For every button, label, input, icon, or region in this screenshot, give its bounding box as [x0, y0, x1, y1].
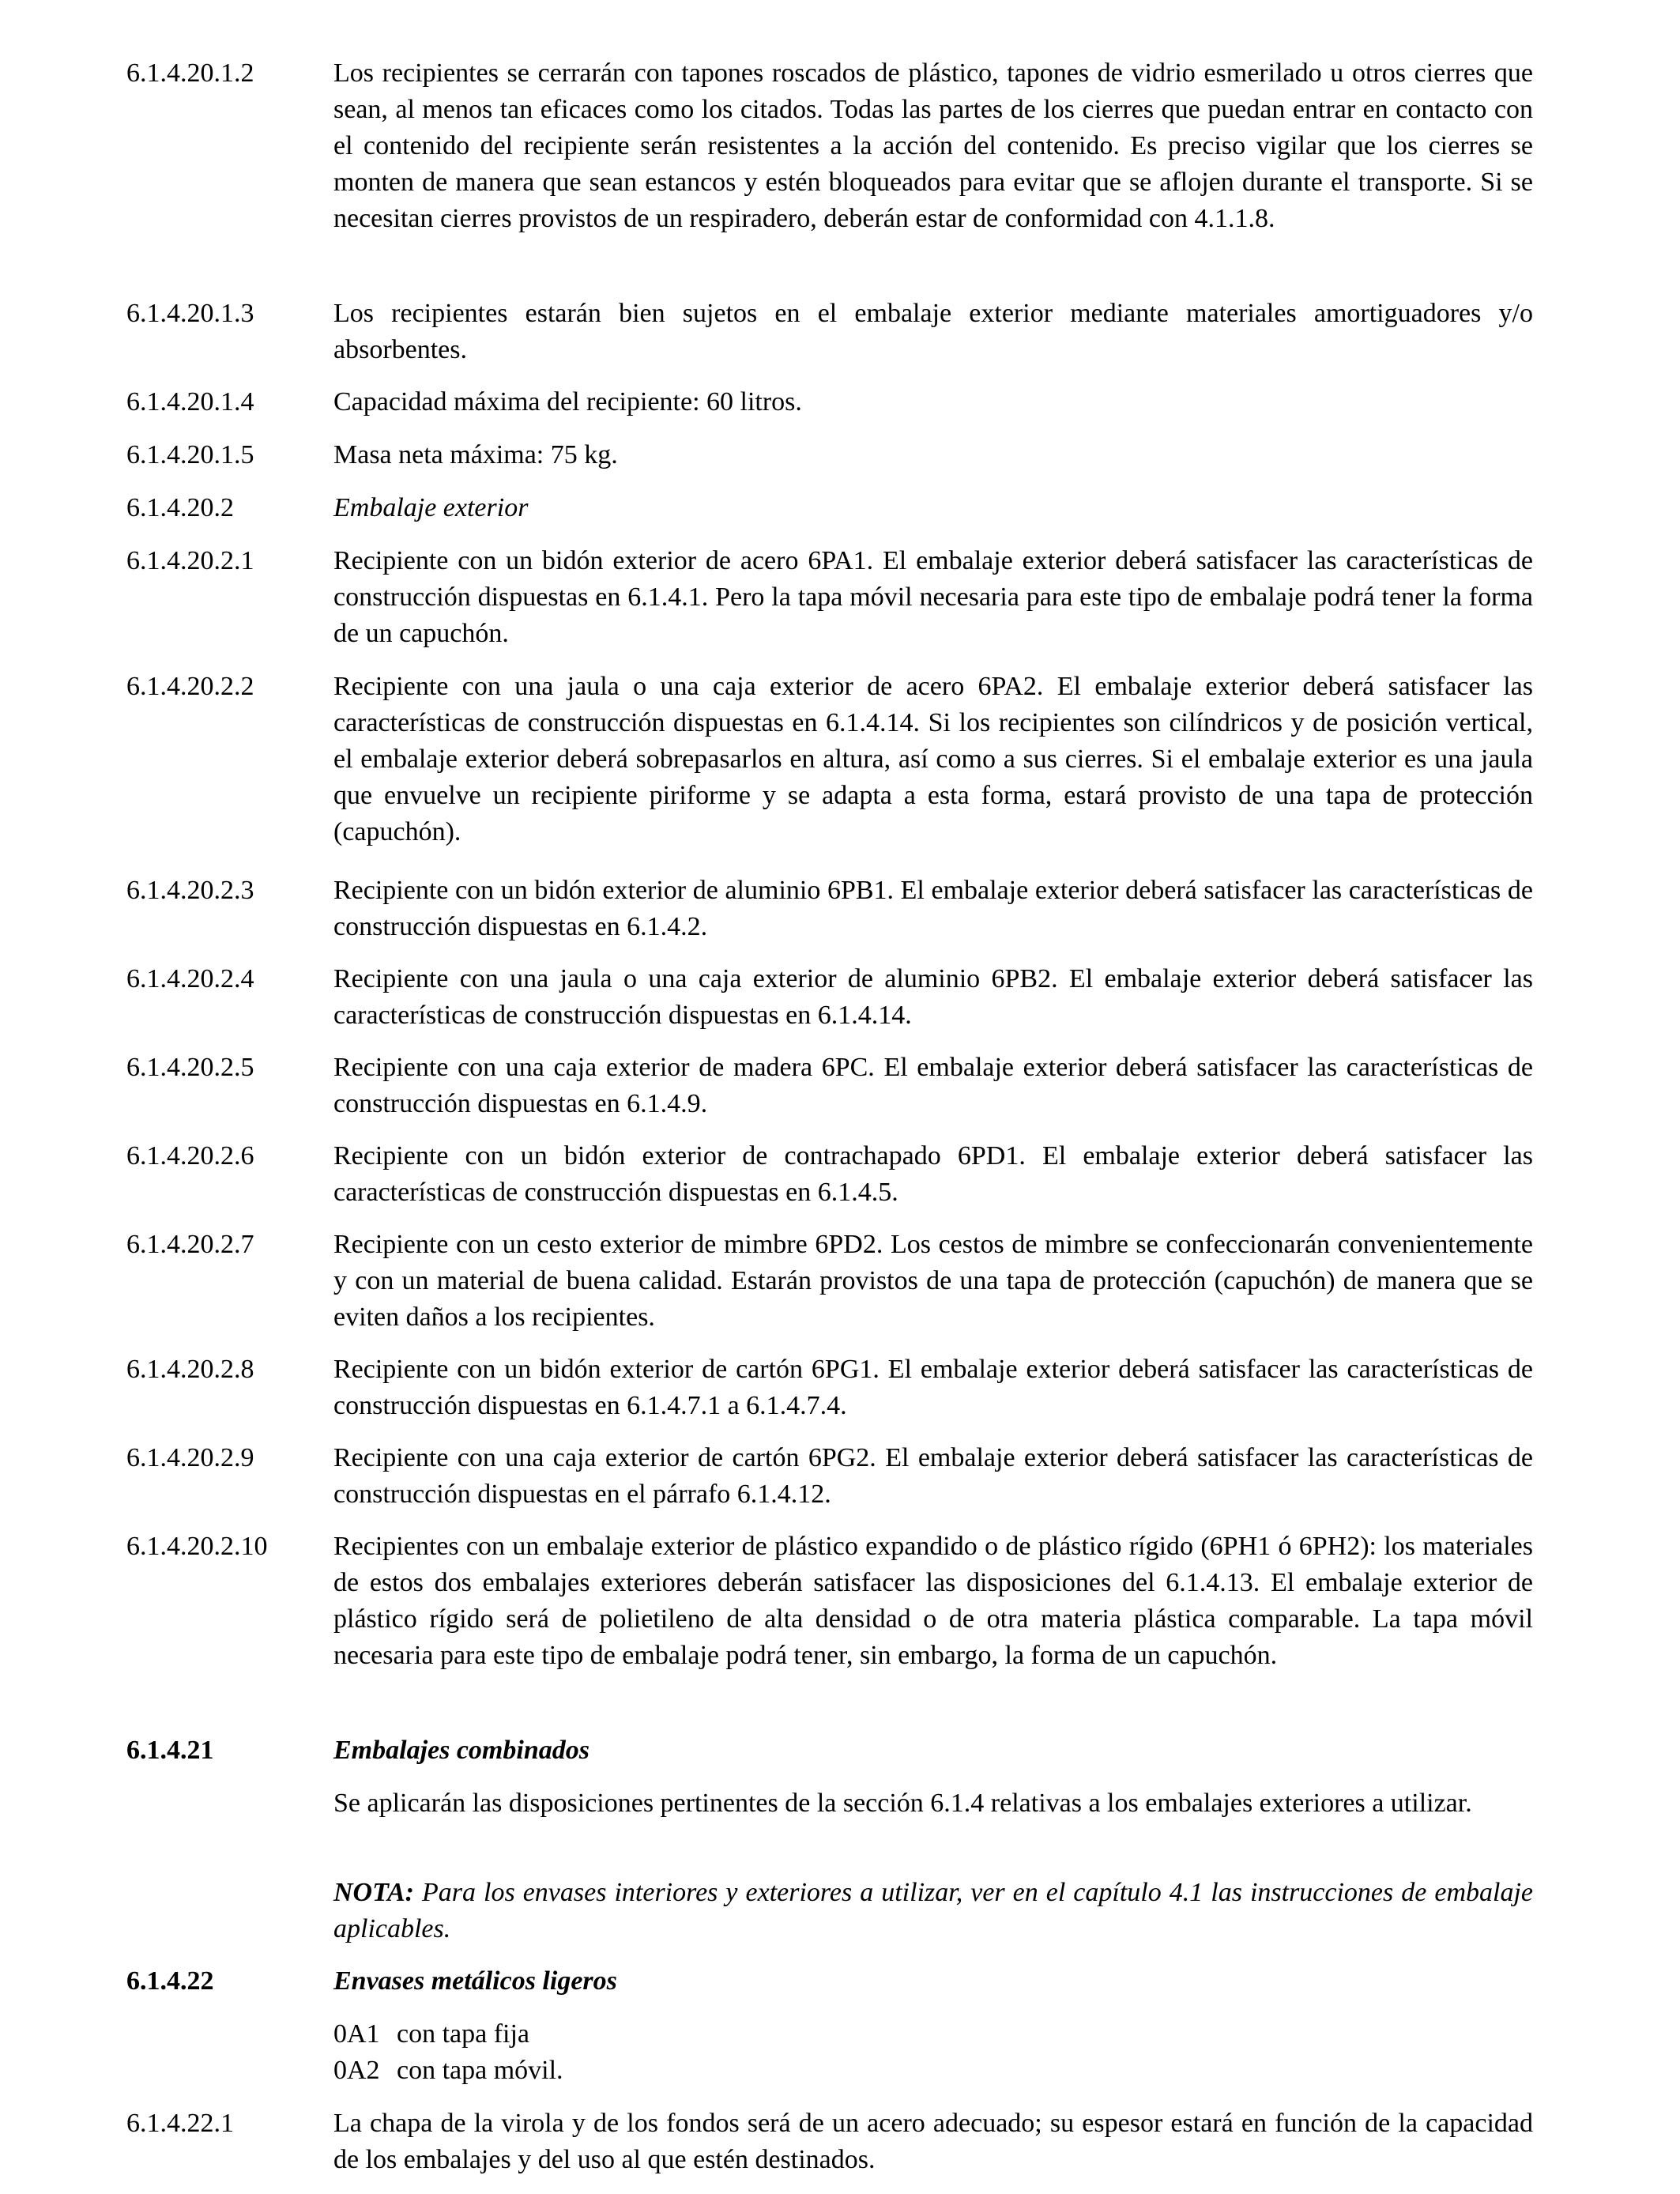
paragraph-text: Recipiente con un bidón exterior de aluminio 6PB1. El embalaje exterior deberá satisfacer las características de construcción dispuestas en 6.1.4.2. — [333, 876, 1533, 941]
note-label: NOTA: — [333, 1878, 414, 1907]
paragraph-number: 6.1.4.20.2.5 — [126, 1053, 254, 1082]
paragraph-text: La chapa de la virola y de los fondos será de un acero adecuado; su espesor estará en función de la capacidad de los embalajes y del uso al que estén destinados. — [333, 2109, 1533, 2174]
paragraph-number: 6.1.4.20.2.8 — [126, 1355, 254, 1384]
subsection-title: Embalaje exterior — [333, 493, 529, 522]
code-item — [333, 2053, 1533, 2089]
paragraph-number: 6.1.4.20.2.10 — [126, 1532, 268, 1561]
code: 0A2 — [333, 2056, 380, 2085]
paragraph-text: Recipiente con un bidón exterior de cartón 6PG1. El embalaje exterior deberá satisfacer las características de construcción dispuestas en 6.1.4.7.1 a 6.1.4.7.4. — [333, 1355, 1533, 1420]
paragraph-number: 6.1.4.20.2 — [126, 493, 234, 522]
paragraph-number: 6.1.4.20.1.4 — [126, 387, 254, 417]
paragraph-text: Recipiente con un bidón exterior de acero 6PA1. El embalaje exterior deberá satisfacer las características de construcción dispuestas en 6.1.4.1. Pero la tapa móvil necesaria para este tipo de embalaje podrá tener la forma de un capuchón. — [333, 546, 1533, 648]
paragraph-number: 6.1.4.20.1.2 — [126, 58, 254, 88]
note — [333, 1875, 1533, 1947]
code: 0A1 — [333, 2019, 380, 2049]
section-number: 6.1.4.22 — [126, 1966, 214, 1996]
paragraph-number: 6.1.4.20.2.9 — [126, 1443, 254, 1472]
paragraph-text: Se aplicarán las disposiciones pertinentes de la sección 6.1.4 relativas a los embalajes exteriores a utilizar. — [333, 1789, 1472, 1818]
paragraph-text: Los recipientes se cerrarán con tapones roscados de plástico, tapones de vidrio esmerilado u otros cierres que sean, al menos tan eficaces como los citados. Todas las partes de los cierres que puedan entrar en contacto con el contenido del recipiente serán resistentes a la acción del contenido. Es preciso vigilar que los cierres se monten de manera que sean estancos y estén bloqueados para evitar que se aflojen durante el transporte. Si se necesitan cierres provistos de un respiradero, deberán estar de conformidad con 4.1.1.8. — [333, 58, 1533, 233]
paragraph-text: Recipiente con un cesto exterior de mimbre 6PD2. Los cestos de mimbre se confeccionarán convenientemente y con un material de buena calidad. Estarán provistos de una tapa de protección (capuchón) de manera que se eviten daños a los recipientes. — [333, 1230, 1533, 1332]
paragraph-number: 6.1.4.20.2.3 — [126, 876, 254, 905]
note-text: Para los envases interiores y exteriores a utilizar, ver en el capítulo 4.1 las instrucciones de embalaje aplicables. — [333, 1878, 1533, 1943]
paragraph-number: 6.1.4.20.2.7 — [126, 1230, 254, 1259]
paragraph-number: 6.1.4.20.2.4 — [126, 964, 254, 993]
paragraph-text: Capacidad máxima del recipiente: 60 litros. — [333, 387, 802, 417]
paragraph-text: Recipiente con una jaula o una caja exterior de acero 6PA2. El embalaje exterior deberá satisfacer las características de construcción dispuestas en 6.1.4.14. Si los recipientes son cilíndricos y de posición vertical, el embalaje exterior deberá sobrepasarlos en altura, así como a sus cierres. Si el embalaje exterior es una jaula que envuelve un recipiente piriforme y se adapta a esta forma, estará provisto de una tapa de protección (capuchón). — [333, 672, 1533, 846]
paragraph-number: 6.1.4.20.1.3 — [126, 299, 254, 328]
code-description: con tapa fija — [397, 2019, 530, 2049]
paragraph-text: Recipiente con una caja exterior de cartón 6PG2. El embalaje exterior deberá satisfacer las características de construcción dispuestas en el párrafo 6.1.4.12. — [333, 1443, 1533, 1509]
section-number: 6.1.4.21 — [126, 1736, 214, 1765]
paragraph-number: 6.1.4.20.1.5 — [126, 440, 254, 469]
paragraph-text: Recipiente con una caja exterior de madera 6PC. El embalaje exterior deberá satisfacer las características de construcción dispuestas en 6.1.4.9. — [333, 1053, 1533, 1118]
section-title: Embalajes combinados — [333, 1736, 590, 1765]
paragraph-text: Recipiente con un bidón exterior de contrachapado 6PD1. El embalaje exterior deberá satisfacer las características de construcción dispuestas en 6.1.4.5. — [333, 1141, 1533, 1207]
section-title: Envases metálicos ligeros — [333, 1966, 617, 1996]
paragraph-text: Los recipientes estarán bien sujetos en el embalaje exterior mediante materiales amortiguadores y/o absorbentes. — [333, 299, 1533, 364]
paragraph-number: 6.1.4.20.2.1 — [126, 546, 254, 575]
code-item — [333, 2016, 1533, 2053]
code-list — [333, 2016, 1533, 2089]
paragraph-number: 6.1.4.22.1 — [126, 2109, 234, 2138]
paragraph-number: 6.1.4.20.2.6 — [126, 1141, 254, 1171]
paragraph-text: Recipientes con un embalaje exterior de plástico expandido o de plástico rígido (6PH1 ó 6PH2): los materiales de estos dos embalajes exteriores deberán satisfacer las disposiciones del 6.1.4.13. El embalaje exterior de plástico rígido será de polietileno de alta densidad o de otra materia plástica comparable. La tapa móvil necesaria para este tipo de embalaje podrá tener, sin embargo, la forma de un capuchón. — [333, 1532, 1533, 1670]
paragraph-number: 6.1.4.20.2.2 — [126, 672, 254, 701]
code-description: con tapa móvil. — [397, 2056, 563, 2085]
paragraph-text: Masa neta máxima: 75 kg. — [333, 440, 618, 469]
paragraph-text: Recipiente con una jaula o una caja exterior de aluminio 6PB2. El embalaje exterior deberá satisfacer las características de construcción dispuestas en 6.1.4.14. — [333, 964, 1533, 1030]
